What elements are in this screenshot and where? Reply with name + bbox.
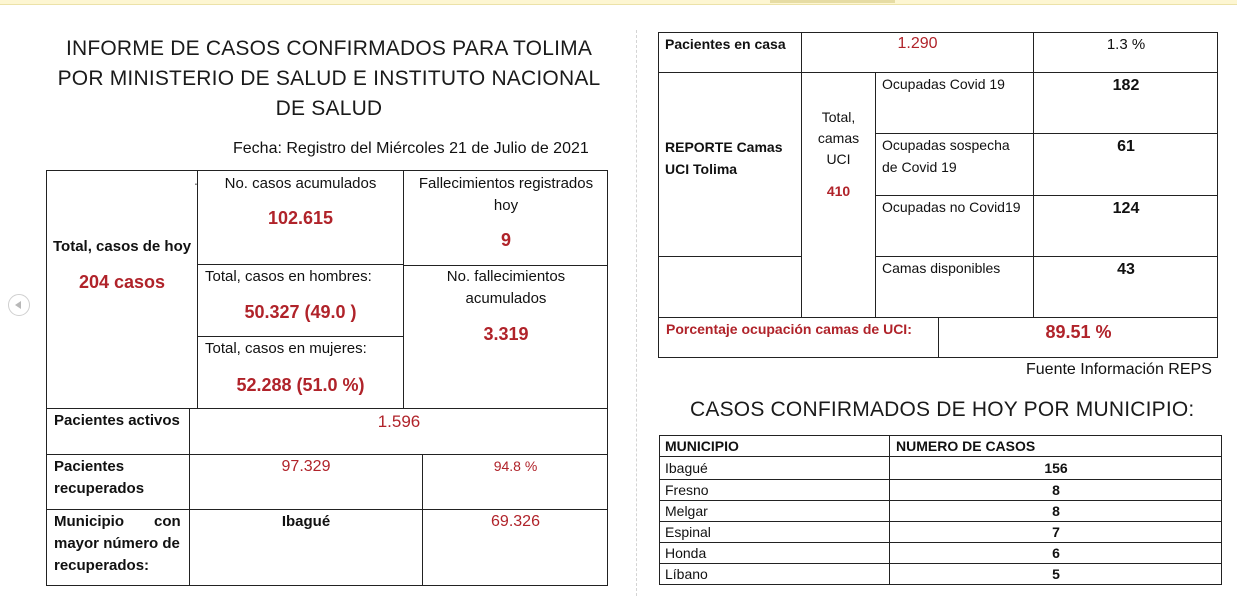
municipio-name: Fresno: [665, 482, 709, 498]
deaths-acc-value: 3.319: [483, 324, 529, 344]
municipios-header-cases: NUMERO DE CASOS: [896, 438, 1036, 454]
report-title-line-3: DE SALUD: [275, 97, 383, 120]
municipio-cases: 7: [1052, 524, 1060, 540]
total-uci-label-line-2: camas: [817, 130, 860, 146]
source-note: Fuente Información REPS: [1026, 361, 1212, 378]
toolbar-tab[interactable]: [770, 0, 895, 3]
municipios-title: CASOS CONFIRMADOS DE HOY POR MUNICIPIO:: [690, 398, 1195, 421]
recovered-pct: 94.8 %: [493, 458, 538, 474]
women-label: Total, casos en mujeres:: [205, 340, 367, 357]
deaths-acc-label-line-2: acumulados: [465, 290, 547, 307]
suspect-value: 61: [1117, 138, 1135, 155]
home-value: 1.290: [897, 35, 938, 52]
home-pct: 1.3 %: [1106, 36, 1146, 53]
municipio-name: Honda: [665, 545, 707, 561]
dot-mark: .: [194, 172, 198, 188]
recovered-value: 97.329: [281, 458, 331, 475]
report-uci-label-line-1: REPORTE Camas: [665, 139, 783, 155]
top-mun-label-line-2: mayor número de: [54, 535, 180, 552]
accumulated-value: 102.615: [267, 208, 334, 228]
occupancy-label: Porcentaje ocupación camas de UCI:: [666, 321, 912, 337]
municipio-name: Melgar: [665, 503, 708, 519]
men-label: Total, casos en hombres:: [205, 268, 372, 285]
municipio-name: Líbano: [665, 566, 708, 582]
municipio-cases: 5: [1052, 566, 1060, 582]
men-value: 50.327 (49.0 ): [244, 302, 357, 322]
total-uci-label-line-3: UCI: [826, 151, 851, 167]
top-toolbar-strip: [0, 0, 1237, 5]
home-label: Pacientes en casa: [665, 36, 786, 52]
available-label: Camas disponibles: [882, 260, 1001, 276]
suspect-label-line-1: Ocupadas sospecha: [882, 137, 1010, 153]
deaths-today-label-line-1: Fallecimientos registrados: [418, 175, 594, 192]
deaths-today-label-line-2: hoy: [493, 197, 519, 214]
covid-value: 182: [1112, 77, 1140, 94]
report-uci-label-line-2: UCI Tolima: [665, 161, 738, 177]
noncovid-label: Ocupadas no Covid19: [882, 199, 1021, 215]
report-title-line-2: POR MINISTERIO DE SALUD E INSTITUTO NACIONAL: [57, 67, 601, 90]
occupancy-value: 89.51 %: [1045, 322, 1112, 342]
report-title-line-1: INFORME DE CASOS CONFIRMADOS PARA TOLIMA: [65, 37, 593, 60]
total-today-value: 204 casos: [78, 272, 166, 292]
municipio-name: Espinal: [665, 524, 711, 540]
active-value: 1.596: [377, 412, 421, 431]
report-date: Fecha: Registro del Miércoles 21 de Julio de 2021: [233, 140, 589, 157]
municipios-header-name: MUNICIPIO: [665, 438, 739, 454]
top-mun-name: Ibagué: [281, 513, 331, 530]
covid-label: Ocupadas Covid 19: [882, 76, 1005, 92]
municipio-cases: 8: [1052, 482, 1060, 498]
municipio-name: Ibagué: [665, 460, 708, 476]
top-mun-label-line-1b: con: [154, 513, 181, 530]
suspect-label-line-2: de Covid 19: [882, 159, 957, 175]
total-uci-label-line-1: Total,: [821, 109, 856, 125]
municipio-cases: 8: [1052, 503, 1060, 519]
total-uci-value: 410: [826, 183, 851, 199]
top-mun-value: 69.326: [491, 513, 540, 530]
available-value: 43: [1117, 261, 1135, 278]
total-today-label: Total, casos de hoy: [53, 238, 192, 255]
municipio-cases: 156: [1044, 460, 1068, 476]
women-value: 52.288 (51.0 %): [236, 375, 365, 395]
deaths-today-value: 9: [500, 230, 511, 250]
noncovid-value: 124: [1112, 200, 1140, 217]
deaths-acc-label-line-1: No. fallecimientos: [446, 268, 566, 285]
previous-page-arrow-icon[interactable]: [8, 294, 30, 316]
recovered-label-line-2: recuperados: [54, 480, 145, 497]
top-mun-label-line-3: recuperados:: [54, 557, 150, 574]
municipio-cases: 6: [1052, 545, 1060, 561]
accumulated-label: No. casos acumulados: [224, 175, 377, 192]
page-divider: [636, 30, 637, 596]
active-label: Pacientes activos: [54, 412, 180, 429]
top-mun-label-line-1a: Municipio: [54, 513, 124, 530]
recovered-label-line-1: Pacientes: [54, 458, 125, 475]
